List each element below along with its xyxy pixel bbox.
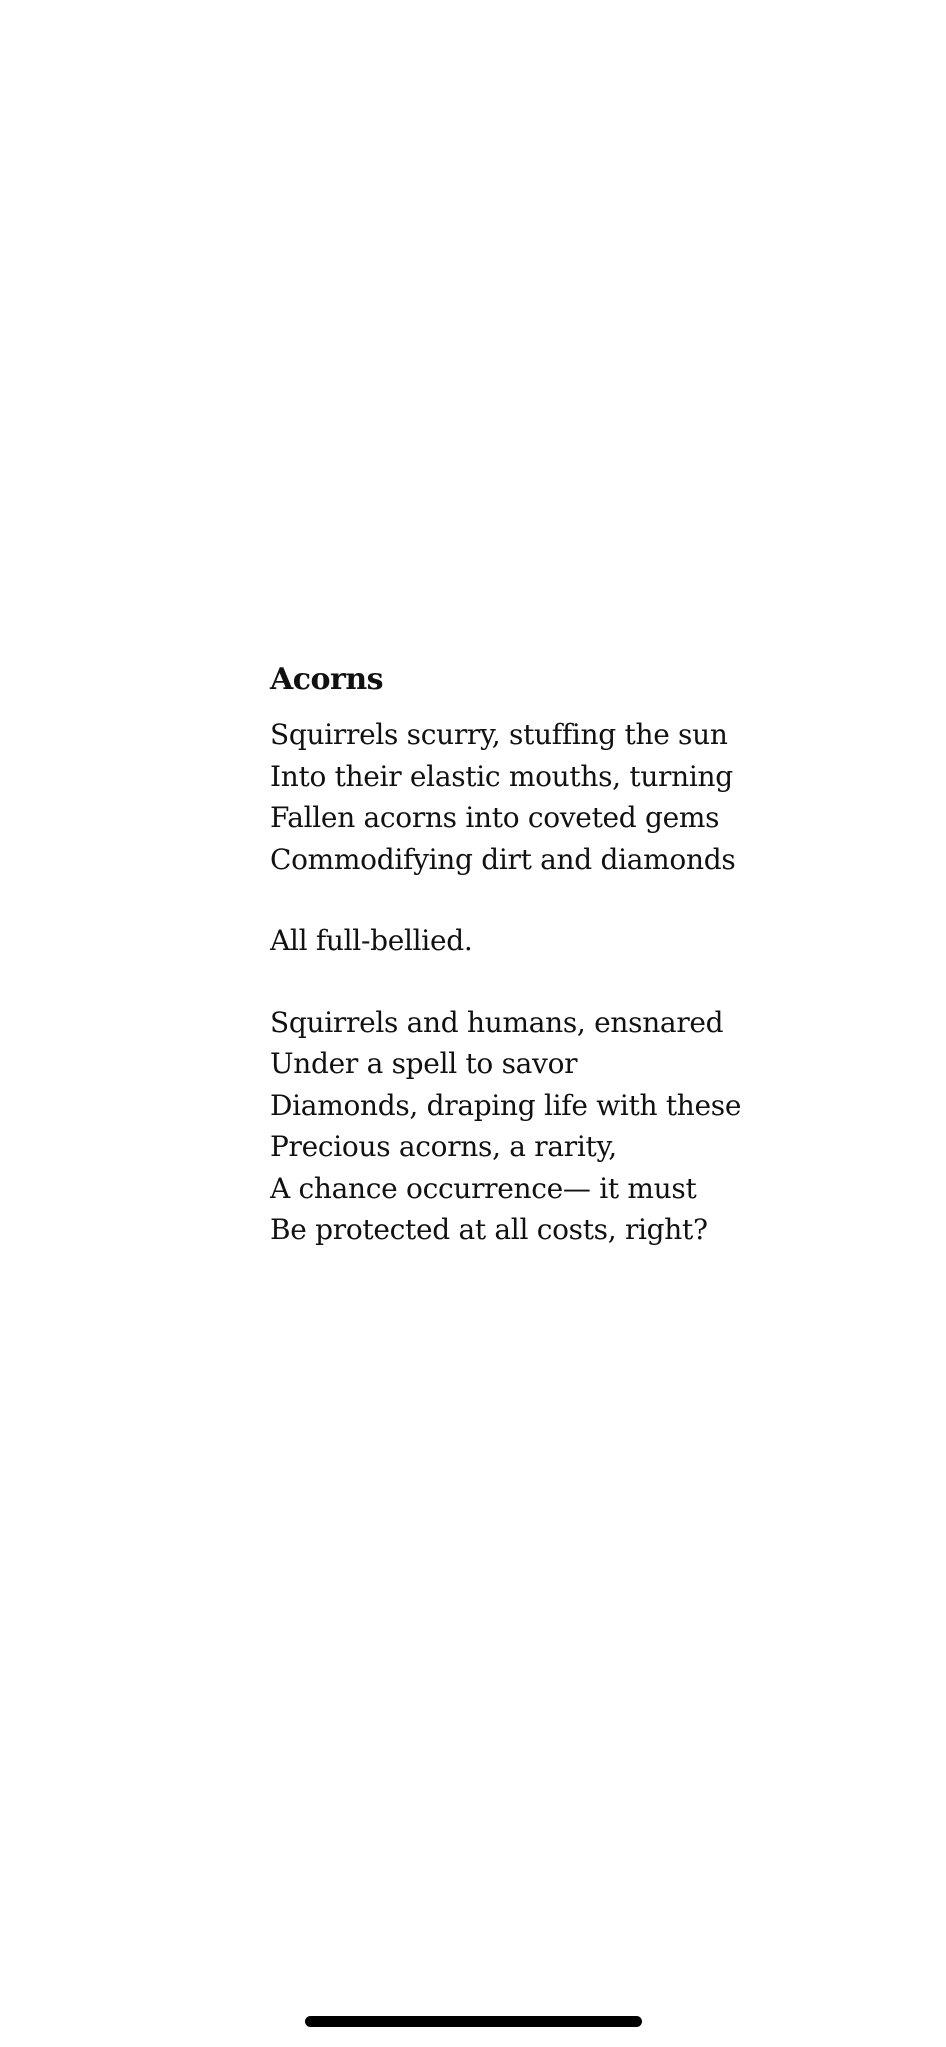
poem-line: Commodifying dirt and diamonds <box>270 842 736 876</box>
home-indicator[interactable] <box>305 2016 642 2027</box>
poem-line: All full-bellied. <box>270 924 473 957</box>
poem-line: A chance occurrence— it must <box>270 1171 697 1205</box>
poem-line: Squirrels scurry, stuffing the sun <box>270 718 728 751</box>
stanza-2 <box>270 920 890 962</box>
poem-line: Precious acorns, a rarity, <box>270 1130 617 1163</box>
poem-title: Acorns <box>270 662 384 697</box>
poem-line: Into their elastic mouths, turning <box>270 759 733 793</box>
stanza-1 <box>270 714 890 880</box>
poem-line: Squirrels and humans, ensnared <box>270 1005 724 1039</box>
poem <box>270 660 890 1291</box>
poem-line: Be protected at all costs, right? <box>270 1213 708 1246</box>
poem-line: Under a spell to savor <box>270 1047 578 1080</box>
stanza-3 <box>270 1002 890 1251</box>
poem-line: Diamonds, draping life with these <box>270 1088 742 1122</box>
poem-line: Fallen acorns into coveted gems <box>270 801 720 834</box>
